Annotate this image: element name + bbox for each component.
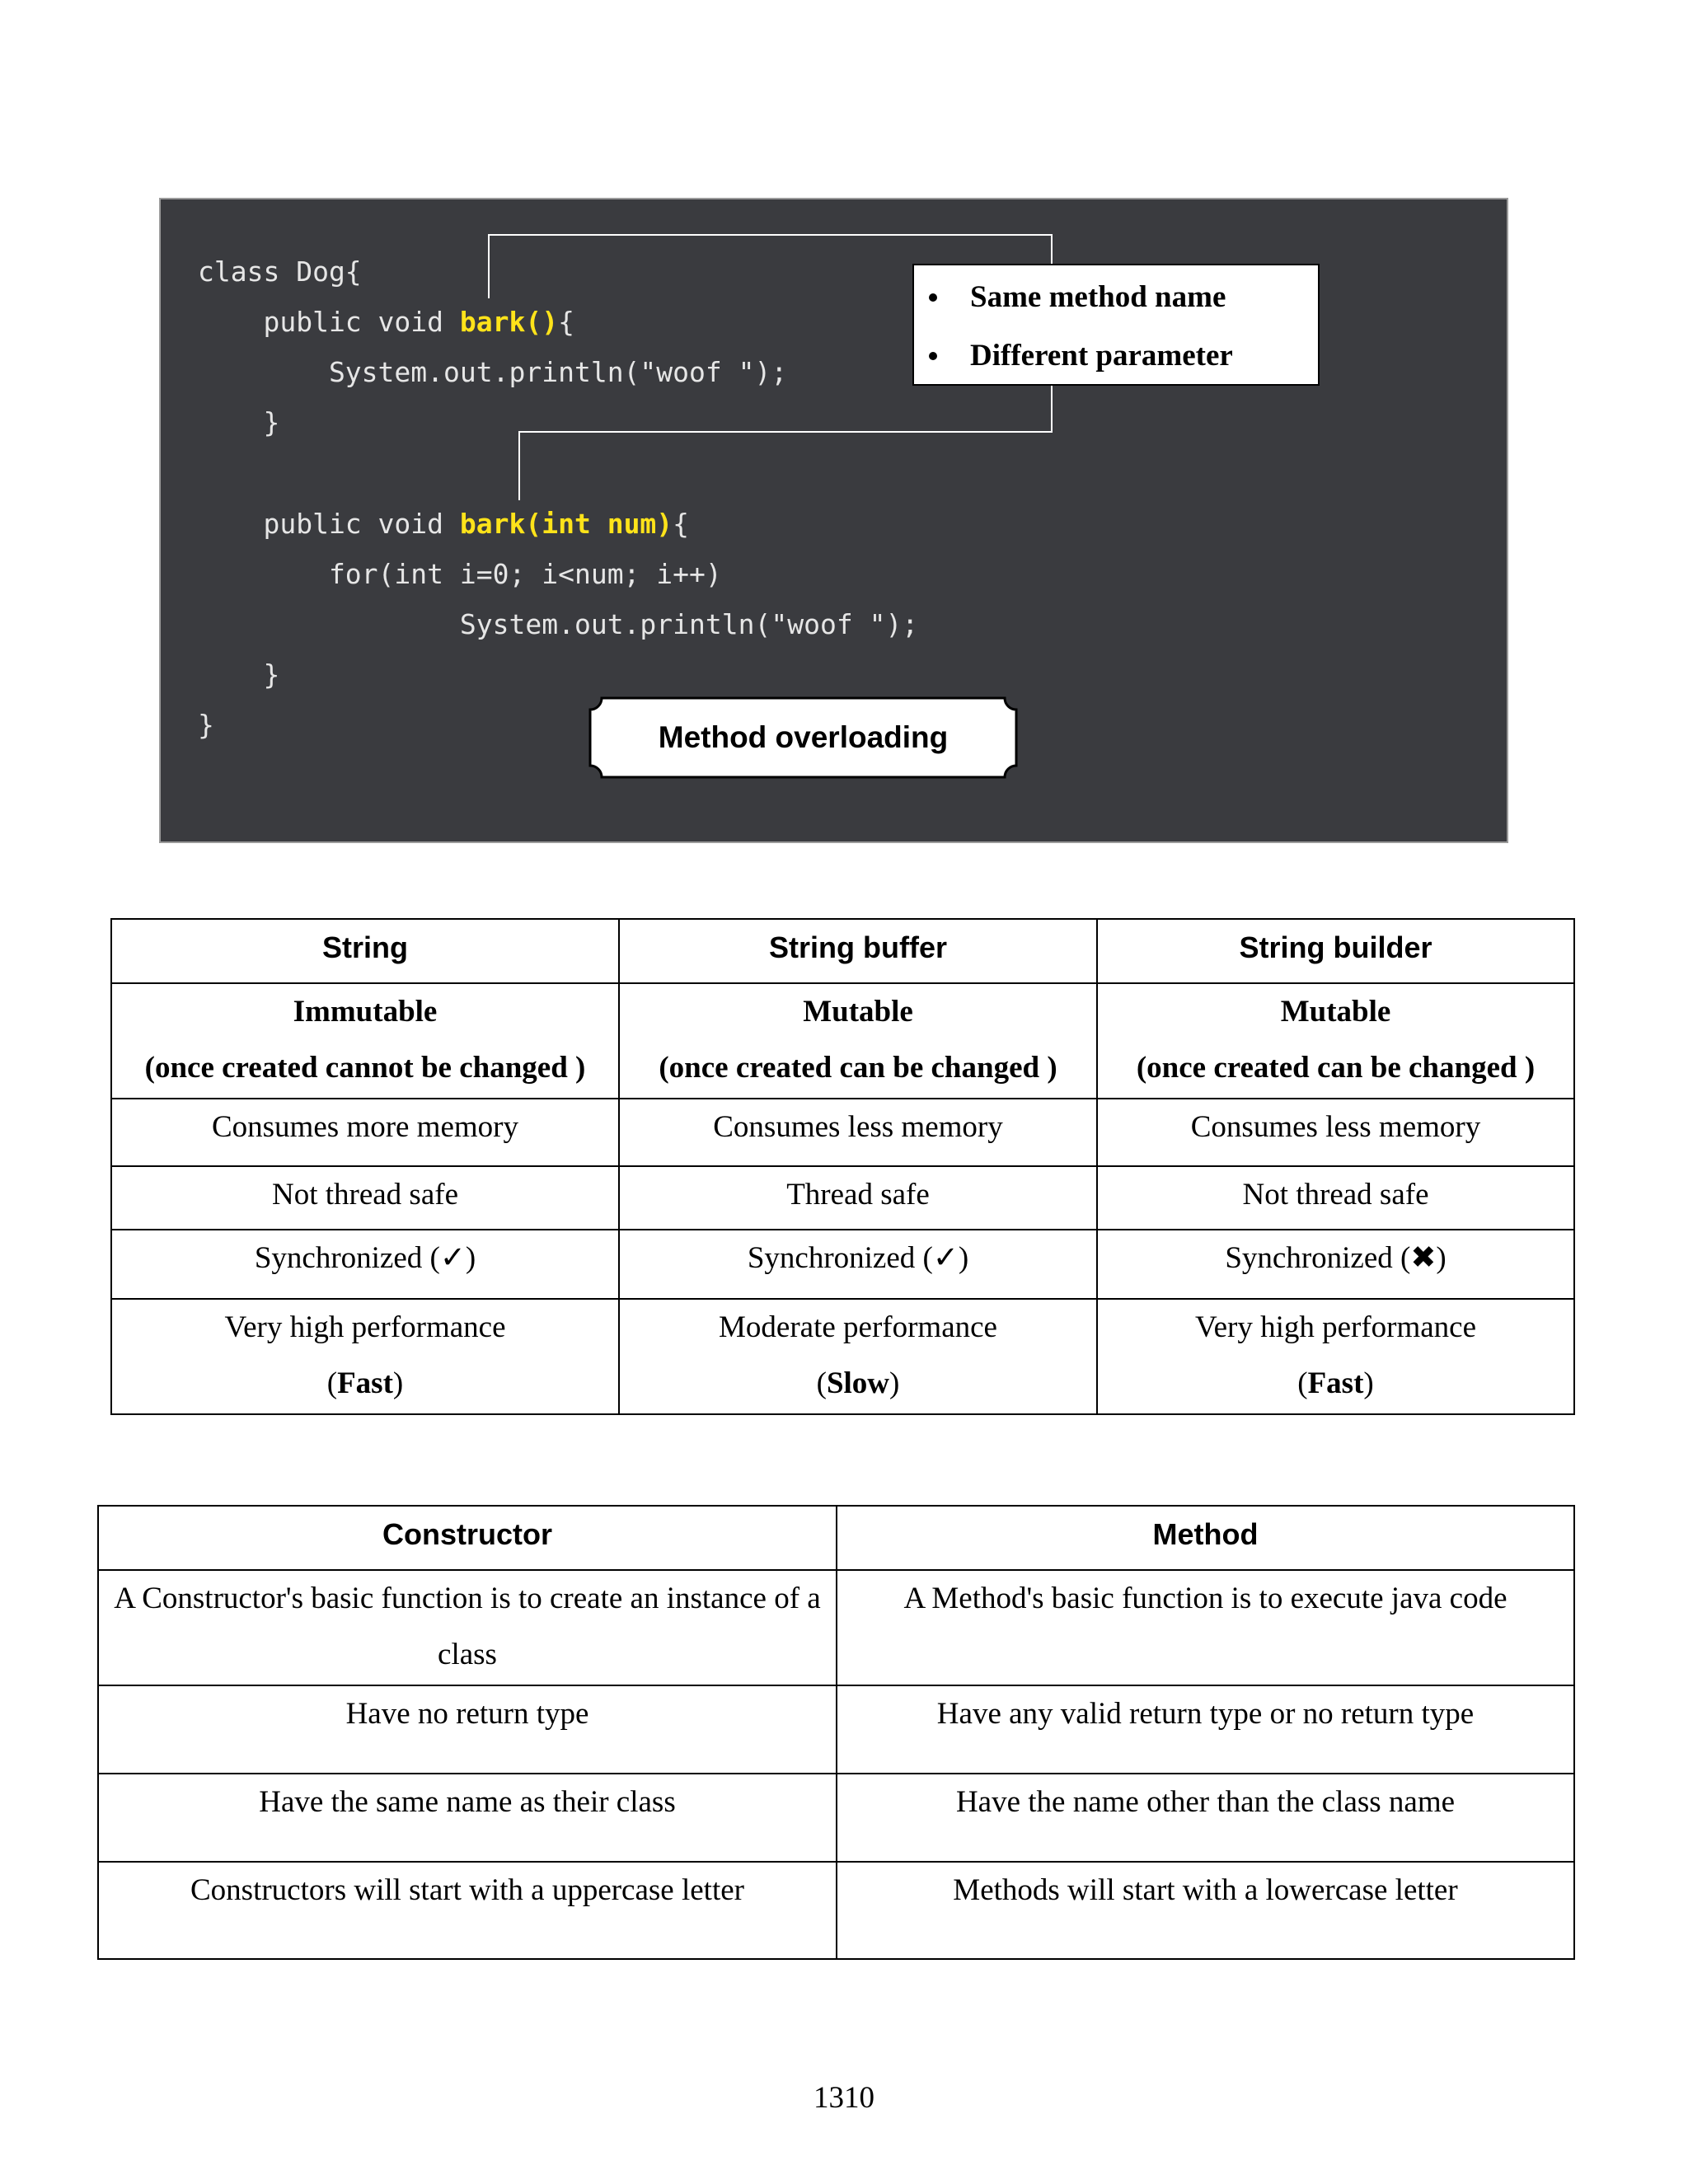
table-row xyxy=(111,983,1574,1099)
table-cell: Methods will start with a lowercase letter xyxy=(837,1862,1574,1959)
table-cell: A Method's basic function is to execute java code xyxy=(837,1570,1574,1685)
table-cell: Have the same name as their class xyxy=(98,1774,837,1862)
table-header: String buffer xyxy=(619,919,1097,983)
connector-line xyxy=(518,431,1053,433)
table-row xyxy=(111,1099,1574,1166)
connector-line xyxy=(1051,234,1053,265)
check-icon: ✓ xyxy=(932,1241,959,1275)
table-row xyxy=(111,1166,1574,1230)
callout-item: Same method name xyxy=(929,279,1226,315)
table-row xyxy=(98,1570,1574,1685)
code-line: } xyxy=(198,658,280,691)
table-cell: Immutable (once created cannot be changed ) xyxy=(111,983,619,1099)
table-cell: Have no return type xyxy=(98,1685,837,1774)
table-cell: Synchronized (✓) xyxy=(619,1230,1097,1299)
table-cell: Consumes less memory xyxy=(1097,1099,1574,1166)
code-line: class Dog{ xyxy=(198,255,362,288)
table-cell: Not thread safe xyxy=(111,1166,619,1230)
check-icon: ✓ xyxy=(439,1241,466,1275)
table-header: Method xyxy=(837,1506,1574,1570)
bullet-icon xyxy=(929,293,937,302)
connector-line xyxy=(488,234,490,298)
table-row xyxy=(98,1862,1574,1959)
table-header: String builder xyxy=(1097,919,1574,983)
table-cell: Have any valid return type or no return type xyxy=(837,1685,1574,1774)
highlighted-signature: bark(int num) xyxy=(459,508,673,540)
code-line: public void bark(int num){ xyxy=(198,508,690,540)
table-cell: A Constructor's basic function is to create an instance of a class xyxy=(98,1570,837,1685)
code-line: System.out.println("woof "); xyxy=(198,356,788,388)
page-number: 1310 xyxy=(814,2081,874,2115)
callout-item: Different parameter xyxy=(929,338,1233,373)
code-line: public void bark(){ xyxy=(198,306,574,338)
connector-line xyxy=(1051,384,1053,432)
connector-line xyxy=(518,431,520,500)
code-line: } xyxy=(198,709,214,741)
table-header: String xyxy=(111,919,619,983)
table-row xyxy=(111,1230,1574,1299)
table-cell: Consumes less memory xyxy=(619,1099,1097,1166)
table-cell: Synchronized (✓) xyxy=(111,1230,619,1299)
table-cell: Constructors will start with a uppercase letter xyxy=(98,1862,837,1959)
code-panel xyxy=(159,198,1508,843)
table-cell: Thread safe xyxy=(619,1166,1097,1230)
table-cell: Moderate performance (Slow) xyxy=(619,1299,1097,1414)
cross-icon: ✖ xyxy=(1410,1241,1437,1275)
table-cell: Mutable (once created can be changed ) xyxy=(619,983,1097,1099)
table-cell: Have the name other than the class name xyxy=(837,1774,1574,1862)
table-cell: Synchronized (✖) xyxy=(1097,1230,1574,1299)
code-line: System.out.println("woof "); xyxy=(198,608,919,640)
table-header-row xyxy=(98,1506,1574,1570)
table-row xyxy=(98,1685,1574,1774)
table-cell: Mutable (once created can be changed ) xyxy=(1097,983,1574,1099)
table-cell: Very high performance (Fast) xyxy=(1097,1299,1574,1414)
code-line: } xyxy=(198,406,280,438)
bullet-icon xyxy=(929,352,937,360)
table-row xyxy=(98,1774,1574,1862)
table-header-row xyxy=(111,919,1574,983)
highlighted-signature: bark() xyxy=(459,306,559,338)
table-cell: Very high performance (Fast) xyxy=(111,1299,619,1414)
table-header: Constructor xyxy=(98,1506,837,1570)
code-line: for(int i=0; i<num; i++) xyxy=(198,558,722,590)
table-row xyxy=(111,1299,1574,1414)
method-overloading-label: Method overloading xyxy=(588,696,1018,779)
connector-line xyxy=(488,234,1053,236)
table-cell: Not thread safe xyxy=(1097,1166,1574,1230)
overloading-callout xyxy=(912,264,1320,386)
string-comparison-table xyxy=(110,918,1575,1415)
table-cell: Consumes more memory xyxy=(111,1099,619,1166)
constructor-method-table xyxy=(97,1505,1575,1960)
